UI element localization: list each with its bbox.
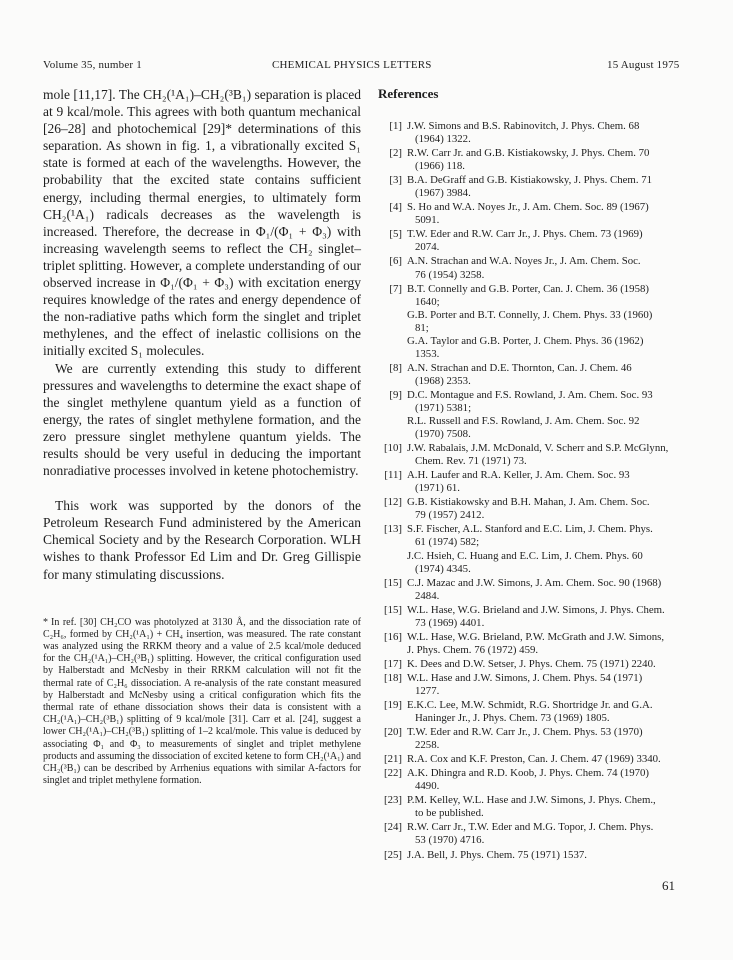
header-journal-title: CHEMICAL PHYSICS LETTERS bbox=[272, 59, 432, 71]
reference-item bbox=[378, 201, 696, 227]
reference-line: G.B. Kistiakowsky and B.H. Mahan, J. Am. Chem. Soc. bbox=[407, 496, 650, 509]
reference-number: [17] bbox=[384, 657, 402, 670]
reference-item bbox=[378, 255, 696, 281]
reference-item bbox=[378, 496, 696, 522]
reference-number: [3] bbox=[389, 174, 402, 187]
reference-line: T.W. Eder and R.W. Carr Jr., J. Phys. Chem. 73 (1969) bbox=[407, 228, 643, 241]
reference-line: 79 (1957) 2412. bbox=[415, 509, 485, 522]
reference-item bbox=[378, 469, 696, 495]
reference-line: Chem. Rev. 71 (1971) 73. bbox=[415, 455, 527, 468]
reference-line: J.W. Rabalais, J.M. McDonald, V. Scherr and S.P. McGlynn, bbox=[407, 442, 669, 455]
reference-item bbox=[378, 753, 696, 766]
reference-number: [19] bbox=[384, 699, 402, 712]
reference-line: (1971) 5381; bbox=[415, 401, 472, 414]
reference-line: R.A. Cox and K.F. Preston, Can. J. Chem. 47 (1969) 3340. bbox=[407, 753, 661, 766]
reference-line: J.A. Bell, J. Phys. Chem. 75 (1971) 1537. bbox=[407, 848, 587, 861]
reference-line: J. Phys. Chem. 76 (1972) 459. bbox=[407, 643, 539, 656]
reference-item bbox=[378, 147, 696, 173]
reference-number: [11] bbox=[384, 469, 402, 482]
reference-line: S. Ho and W.A. Noyes Jr., J. Am. Chem. Soc. 89 (1967) bbox=[407, 201, 649, 214]
references-heading: References bbox=[378, 86, 439, 101]
reference-line: E.K.C. Lee, M.W. Schmidt, R.G. Shortridge Jr. and G.A. bbox=[407, 699, 653, 712]
reference-line: 81; bbox=[415, 321, 429, 334]
reference-number: [6] bbox=[389, 255, 402, 268]
reference-number: [9] bbox=[389, 388, 402, 401]
reference-line: 5091. bbox=[415, 214, 440, 227]
reference-line: A.N. Strachan and W.A. Noyes Jr., J. Am. Chem. Soc. bbox=[407, 255, 641, 268]
reference-line: T.W. Eder and R.W. Carr Jr., J. Chem. Phys. 53 (1970) bbox=[407, 726, 643, 739]
reference-line: 1277. bbox=[415, 684, 440, 697]
reference-line: R.L. Russell and F.S. Rowland, J. Am. Chem. Soc. 92 bbox=[407, 415, 640, 428]
reference-item bbox=[378, 442, 696, 468]
footnote-text: In ref. [30] CH₂CO was photolyzed at 3130 Å, and the dissociation rate of C₂H₆, formed by CH₂(¹A₁) + CH₄ insertion, was measured. The rate constant was analyzed using the RRKM theory and a value of 2.5 kcal/mole deduced for the CH₂(¹A₁)–CH₂(³B₁) splitting. However, the critical configuration used by Halberstadt and McNesby in their RRKM calculation will not fit the thermal rate of C₂H₆ dissociation. A re-analysis of the rate constant measured by Halberstadt and McNesby using a critical configuration which fits the thermal rate of ethane dissociation shows their data is consistent with a CH₂(¹A₁)–CH₂(³B₁) splitting of 9 kcal/mole [31]. Carr et al. [24], suggest a lower CH₂(¹A₁)–CH₂(³B₁) splitting of 1–2 kcal/mole. This value is deduced by associating Φ₁ and Φ₃ to measurements of singlet and triplet methylene products and assuming the dissociation of excited ketene to form CH₂(¹A₁) and CH₂(³B₁) can be described by Arrhenius equations with similar A-factors for singlet and triplet methylene formation. bbox=[43, 616, 361, 787]
reference-line: J.W. Simons and B.S. Rabinovitch, J. Phys. Chem. 68 bbox=[407, 120, 640, 132]
reference-item bbox=[378, 577, 696, 603]
reference-line: G.A. Taylor and G.B. Porter, J. Chem. Phys. 36 (1962) bbox=[407, 334, 644, 347]
reference-item bbox=[378, 821, 696, 847]
body-paragraph-2: We are currently extending this study to different pressures and wavelengths to determine the exact shape of the singlet methylene quantum yield as a function of energy, the rates of singlet methylene formation, and the zero pressure singlet methylene quantum yields. The results should be very useful in deducing the important nonradiative processes involved in ketene photochemistry. bbox=[43, 360, 361, 479]
reference-line: 4490. bbox=[415, 780, 440, 793]
reference-number: [15] bbox=[384, 603, 402, 616]
reference-line: C.J. Mazac and J.W. Simons, J. Am. Chem. Soc. 90 (1968) bbox=[407, 576, 662, 589]
body-paragraph-1: mole [11,17]. The CH₂(¹A₁)–CH₂(³B₁) separation is placed at 9 kcal/mole. This agrees with both quantum mechanical [26–28] and photochemical [29]* determinations of this separation. As shown in fig. 1, a vibrationally excited S₁ state is formed at each of the wavelengths. However, the probability that the excited state contains sufficient energy, including thermal energies, to ultimately form CH₂(¹A₁) radicals decreases as the wavelength is increased. Therefore, the decrease in Φ₁/(Φ₁ + Φ₃) with increasing wavelength seems to reflect the CH₂ singlet–triplet splitting. However, a complete understanding of our observed increase in Φ₁/(Φ₁ + Φ₃) with excitation energy requires knowledge of the rates and energy dependence of the non-radiative paths which form the singlet and triplet methylenes, and the effect of inelastic collisions on the initially excited S₁ molecules. bbox=[43, 87, 361, 359]
reference-line: 1640; bbox=[415, 295, 440, 308]
reference-line: A.N. Strachan and D.E. Thornton, Can. J. Chem. 46 bbox=[407, 361, 632, 374]
reference-item bbox=[378, 631, 696, 657]
reference-number: [13] bbox=[384, 523, 402, 536]
reference-number: [23] bbox=[384, 794, 402, 807]
reference-line: S.F. Fischer, A.L. Stanford and E.C. Lim, J. Chem. Phys. bbox=[407, 523, 653, 536]
reference-item bbox=[378, 523, 696, 575]
reference-number: [8] bbox=[389, 361, 402, 374]
reference-number: [24] bbox=[384, 821, 402, 834]
reference-line: 61 (1974) 582; bbox=[415, 536, 480, 549]
reference-number: [7] bbox=[389, 282, 402, 295]
reference-number: [2] bbox=[389, 147, 402, 160]
reference-line: (1964) 1322. bbox=[415, 133, 471, 146]
reference-line: 2258. bbox=[415, 739, 440, 752]
reference-line: R.W. Carr Jr. and G.B. Kistiakowsky, J. Phys. Chem. 70 bbox=[407, 147, 650, 160]
reference-line: A.H. Laufer and R.A. Keller, J. Am. Chem. Soc. 93 bbox=[407, 469, 630, 482]
reference-item bbox=[378, 389, 696, 441]
header-volume: Volume 35, number 1 bbox=[43, 59, 142, 71]
reference-line: W.L. Hase, W.G. Brieland, P.W. McGrath and J.W. Simons, bbox=[407, 630, 665, 643]
reference-number: [21] bbox=[384, 753, 402, 766]
reference-line: Haninger Jr., J. Phys. Chem. 73 (1969) 1805. bbox=[415, 712, 610, 725]
reference-item bbox=[378, 699, 696, 725]
reference-line: P.M. Kelley, W.L. Hase and J.W. Simons, J. Phys. Chem., bbox=[407, 794, 656, 807]
reference-item bbox=[378, 794, 696, 820]
reference-line: to be published. bbox=[415, 807, 484, 820]
reference-line: (1970) 7508. bbox=[415, 428, 471, 441]
reference-item bbox=[378, 672, 696, 698]
reference-number: [18] bbox=[384, 671, 402, 684]
reference-number: [12] bbox=[384, 496, 402, 509]
reference-line: A.K. Dhingra and R.D. Koob, J. Phys. Chem. 74 (1970) bbox=[407, 767, 650, 780]
footnote bbox=[43, 617, 361, 788]
reference-item bbox=[378, 658, 696, 671]
reference-item bbox=[378, 120, 696, 146]
reference-line: K. Dees and D.W. Setser, J. Phys. Chem. 75 (1971) 2240. bbox=[407, 657, 656, 670]
reference-item bbox=[378, 849, 696, 862]
reference-line: (1966) 118. bbox=[415, 160, 465, 173]
reference-line: W.L. Hase and J.W. Simons, J. Chem. Phys. 54 (1971) bbox=[407, 671, 643, 684]
reference-number: [10] bbox=[384, 442, 402, 455]
reference-item bbox=[378, 726, 696, 752]
reference-number: [16] bbox=[384, 630, 402, 643]
reference-line: B.T. Connelly and G.B. Porter, Can. J. Chem. 36 (1958) bbox=[407, 282, 649, 295]
reference-line: W.L. Hase, W.G. Brieland and J.W. Simons, J. Phys. Chem. bbox=[407, 603, 665, 616]
reference-line: 76 (1954) 3258. bbox=[415, 268, 485, 281]
reference-item bbox=[378, 604, 696, 630]
page-number: 61 bbox=[662, 878, 675, 893]
reference-line: 2484. bbox=[415, 589, 440, 602]
reference-line: D.C. Montague and F.S. Rowland, J. Am. Chem. Soc. 93 bbox=[407, 388, 653, 401]
reference-number: [20] bbox=[384, 726, 402, 739]
reference-line: (1967) 3984. bbox=[415, 187, 471, 200]
reference-item bbox=[378, 767, 696, 793]
reference-line: 2074. bbox=[415, 241, 440, 254]
left-column bbox=[43, 86, 361, 787]
reference-line: 73 (1969) 4401. bbox=[415, 616, 485, 629]
reference-line: G.B. Porter and B.T. Connelly, J. Chem. Phys. 33 (1960) bbox=[407, 308, 653, 321]
reference-list bbox=[378, 120, 696, 862]
reference-line: R.W. Carr Jr., T.W. Eder and M.G. Topor, J. Chem. Phys. bbox=[407, 821, 654, 834]
reference-item bbox=[378, 174, 696, 200]
reference-number: [5] bbox=[389, 228, 402, 241]
reference-line: (1968) 2353. bbox=[415, 374, 471, 387]
reference-line: (1971) 61. bbox=[415, 482, 460, 495]
reference-item bbox=[378, 228, 696, 254]
reference-line: 1353. bbox=[415, 347, 440, 360]
reference-line: 53 (1970) 4716. bbox=[415, 834, 485, 847]
reference-item bbox=[378, 283, 696, 361]
reference-line: B.A. DeGraff and G.B. Kistiakowsky, J. Phys. Chem. 71 bbox=[407, 174, 653, 187]
reference-number: [1] bbox=[389, 120, 402, 132]
reference-number: [15] bbox=[384, 576, 402, 589]
reference-number: [4] bbox=[389, 201, 402, 214]
header-date: 15 August 1975 bbox=[607, 59, 680, 71]
references-column bbox=[378, 86, 696, 863]
reference-number: [22] bbox=[384, 767, 402, 780]
acknowledgement: This work was supported by the donors of the Petroleum Research Fund administered by the American Chemical Society and by the Research Corporation. WLH wishes to thank Professor Ed Lim and Dr. Greg Gillispie for many stimulating discussions. bbox=[43, 498, 361, 582]
reference-line: J.C. Hsieh, C. Huang and E.C. Lim, J. Chem. Phys. 60 bbox=[407, 549, 643, 562]
reference-item bbox=[378, 362, 696, 388]
reference-line: (1974) 4345. bbox=[415, 562, 471, 575]
reference-number: [25] bbox=[384, 848, 402, 861]
footnote-marker: * bbox=[43, 616, 48, 628]
